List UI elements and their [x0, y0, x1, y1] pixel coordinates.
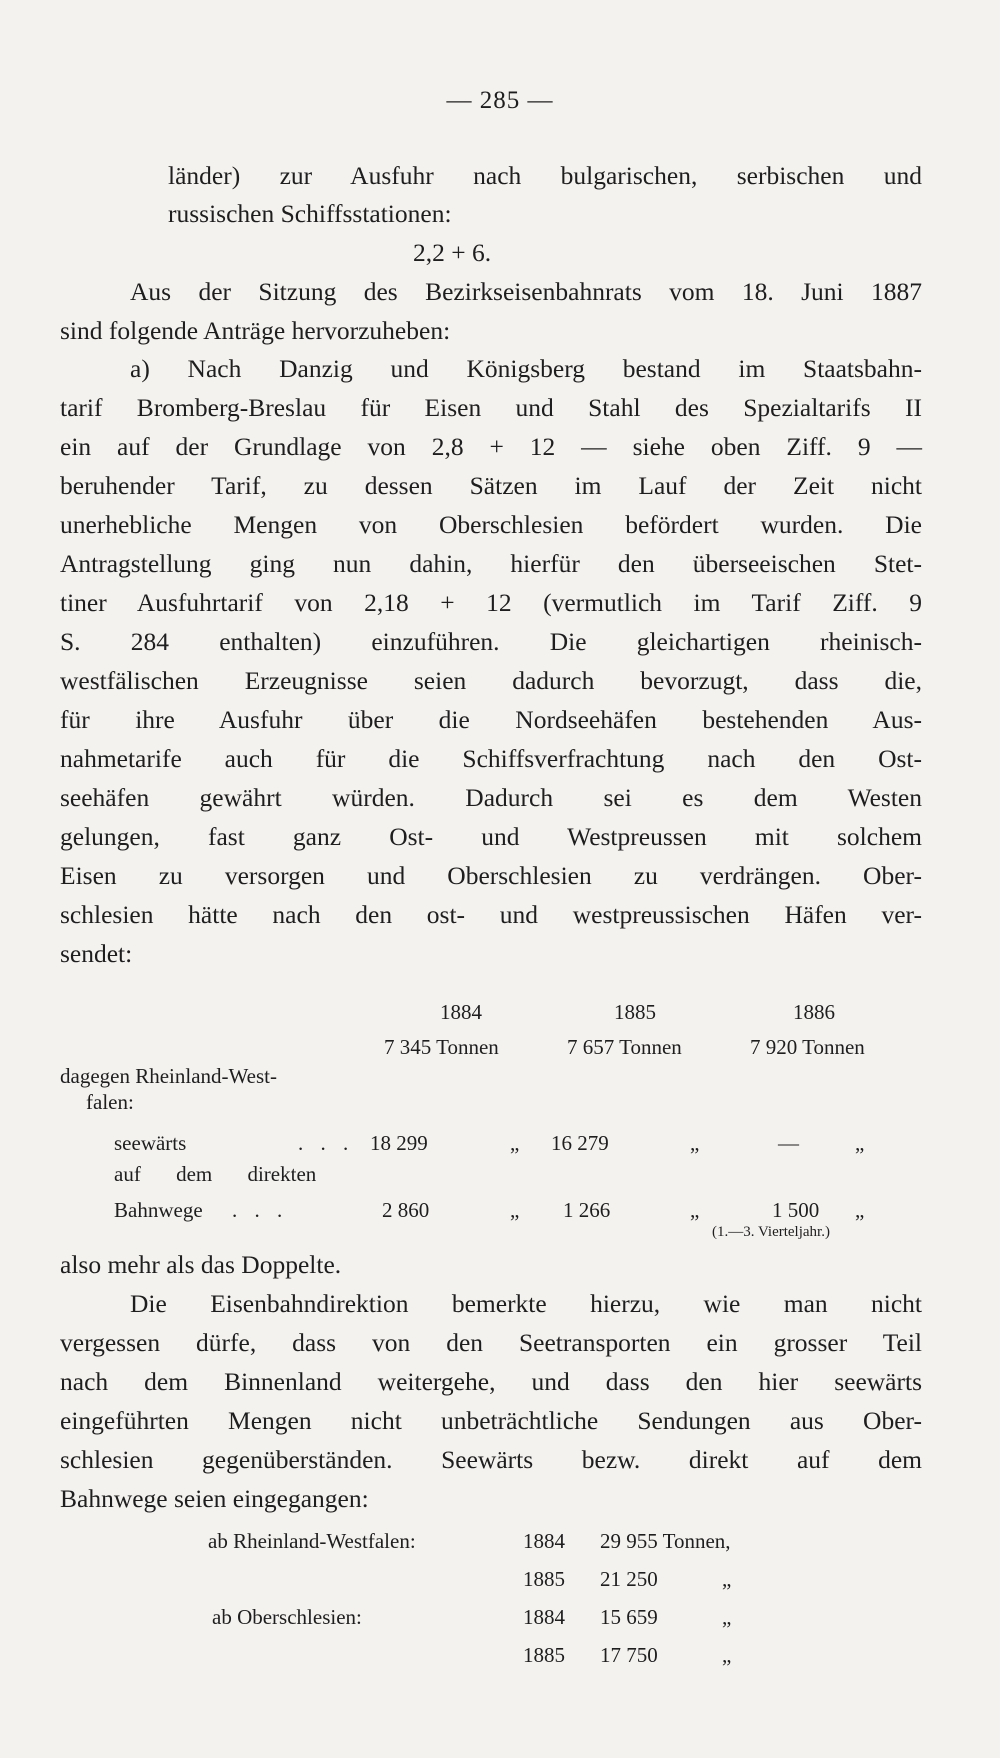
text-line: für ihre Ausfuhr über die Nordseehäfen bestehenden Aus-	[60, 705, 922, 734]
text-line: tiner Ausfuhrtarif von 2,18 + 12 (vermutlich im Tarif Ziff. 9	[60, 588, 922, 617]
row-label: ab Rheinland-Westfalen:	[208, 1529, 416, 1553]
table-cell: 15 659	[600, 1605, 658, 1629]
year-cell: 1884	[523, 1529, 565, 1553]
year-cell: 1885	[523, 1643, 565, 1667]
row-label: falen:	[86, 1090, 134, 1114]
page-number: — 285 —	[446, 87, 554, 114]
row-label: auf dem direkten	[114, 1162, 317, 1186]
ditto-mark: „	[855, 1131, 865, 1155]
text-line: Bahnwege seien eingegangen:	[60, 1484, 369, 1513]
ditto-mark: „	[722, 1567, 732, 1591]
text-line: westfälischen Erzeugnisse seien dadurch bevorzugt, dass die,	[60, 666, 922, 695]
table-note: (1.—3. Vierteljahr.)	[712, 1224, 830, 1240]
ditto-mark: „	[510, 1198, 520, 1222]
row-label: dagegen Rheinland-West-	[60, 1064, 277, 1088]
text-line: russischen Schiffsstationen:	[168, 199, 452, 228]
leader-dots: . . .	[232, 1198, 289, 1222]
text-line: seehäfen gewährt würden. Dadurch sei es dem Westen	[60, 783, 922, 812]
ditto-mark: „	[690, 1131, 700, 1155]
text-line: gelungen, fast ganz Ost- und Westpreussen mit solchem	[60, 822, 922, 851]
table-cell: —	[778, 1131, 799, 1155]
text-line: a) Nach Danzig und Königsberg bestand im Staatsbahn-	[130, 354, 922, 383]
row-label: ab Oberschlesien:	[212, 1605, 362, 1629]
year-cell: 1884	[523, 1605, 565, 1629]
text-line: Antragstellung ging nun dahin, hierfür den überseeischen Stet-	[60, 549, 922, 578]
ditto-mark: „	[722, 1643, 732, 1667]
text-line: Eisen zu versorgen und Oberschlesien zu verdrängen. Ober-	[60, 861, 922, 890]
text-line: Aus der Sitzung des Bezirkseisenbahnrats vom 18. Juni 1887	[130, 277, 922, 306]
year-header: 1886	[793, 1000, 835, 1024]
formula-line: 2,2 + 6.	[413, 238, 492, 267]
text-line: sind folgende Anträge hervorzuheben:	[60, 316, 451, 345]
table-cell: 18 299	[370, 1131, 428, 1155]
table-cell: 7 345 Tonnen	[384, 1035, 499, 1059]
text-line: länder) zur Ausfuhr nach bulgarischen, serbischen und	[168, 161, 922, 190]
year-cell: 1885	[523, 1567, 565, 1591]
ditto-mark: „	[722, 1605, 732, 1629]
text-line: ein auf der Grundlage von 2,8 + 12 — siehe oben Ziff. 9 —	[60, 432, 922, 461]
ditto-mark: „	[510, 1131, 520, 1155]
year-header: 1885	[614, 1000, 656, 1024]
row-label: Bahnwege	[114, 1198, 203, 1222]
table-cell: 16 279	[551, 1131, 609, 1155]
text-line: tarif Bromberg-Breslau für Eisen und Stahl des Spezialtarifs II	[60, 393, 922, 422]
text-line: vergessen dürfe, dass von den Seetransporten ein grosser Teil	[60, 1328, 922, 1357]
table-cell: 7 657 Tonnen	[567, 1035, 682, 1059]
text-line: S. 284 enthalten) einzuführen. Die gleichartigen rheinisch-	[60, 627, 922, 656]
leader-dots: . . .	[298, 1131, 355, 1155]
text-line: unerhebliche Mengen von Oberschlesien befördert wurden. Die	[60, 510, 922, 539]
table-cell: 7 920 Tonnen	[750, 1035, 865, 1059]
text-line: nach dem Binnenland weitergehe, und dass den hier seewärts	[60, 1367, 922, 1396]
ditto-mark: „	[855, 1198, 865, 1222]
table-cell: 1 266	[563, 1198, 611, 1222]
year-header: 1884	[440, 1000, 482, 1024]
text-line: eingeführten Mengen nicht unbeträchtliche Sendungen aus Ober-	[60, 1406, 922, 1435]
table-cell: 2 860	[382, 1198, 430, 1222]
table-cell: 21 250	[600, 1567, 658, 1591]
table-cell: 29 955 Tonnen,	[600, 1529, 731, 1553]
text-line: schlesien gegenüberständen. Seewärts bezw. direkt auf dem	[60, 1445, 922, 1474]
text-line: beruhender Tarif, zu dessen Sätzen im Lauf der Zeit nicht	[60, 471, 922, 500]
table-cell: 17 750	[600, 1643, 658, 1667]
row-label: seewärts	[114, 1131, 187, 1155]
ditto-mark: „	[690, 1198, 700, 1222]
text-line: also mehr als das Doppelte.	[60, 1250, 342, 1279]
table-cell: 1 500	[772, 1198, 820, 1222]
text-line: nahmetarife auch für die Schiffsverfrachtung nach den Ost-	[60, 744, 922, 773]
text-line: schlesien hätte nach den ost- und westpreussischen Häfen ver-	[60, 900, 922, 929]
text-line: sendet:	[60, 939, 133, 968]
text-line: Die Eisenbahndirektion bemerkte hierzu, wie man nicht	[130, 1289, 922, 1318]
